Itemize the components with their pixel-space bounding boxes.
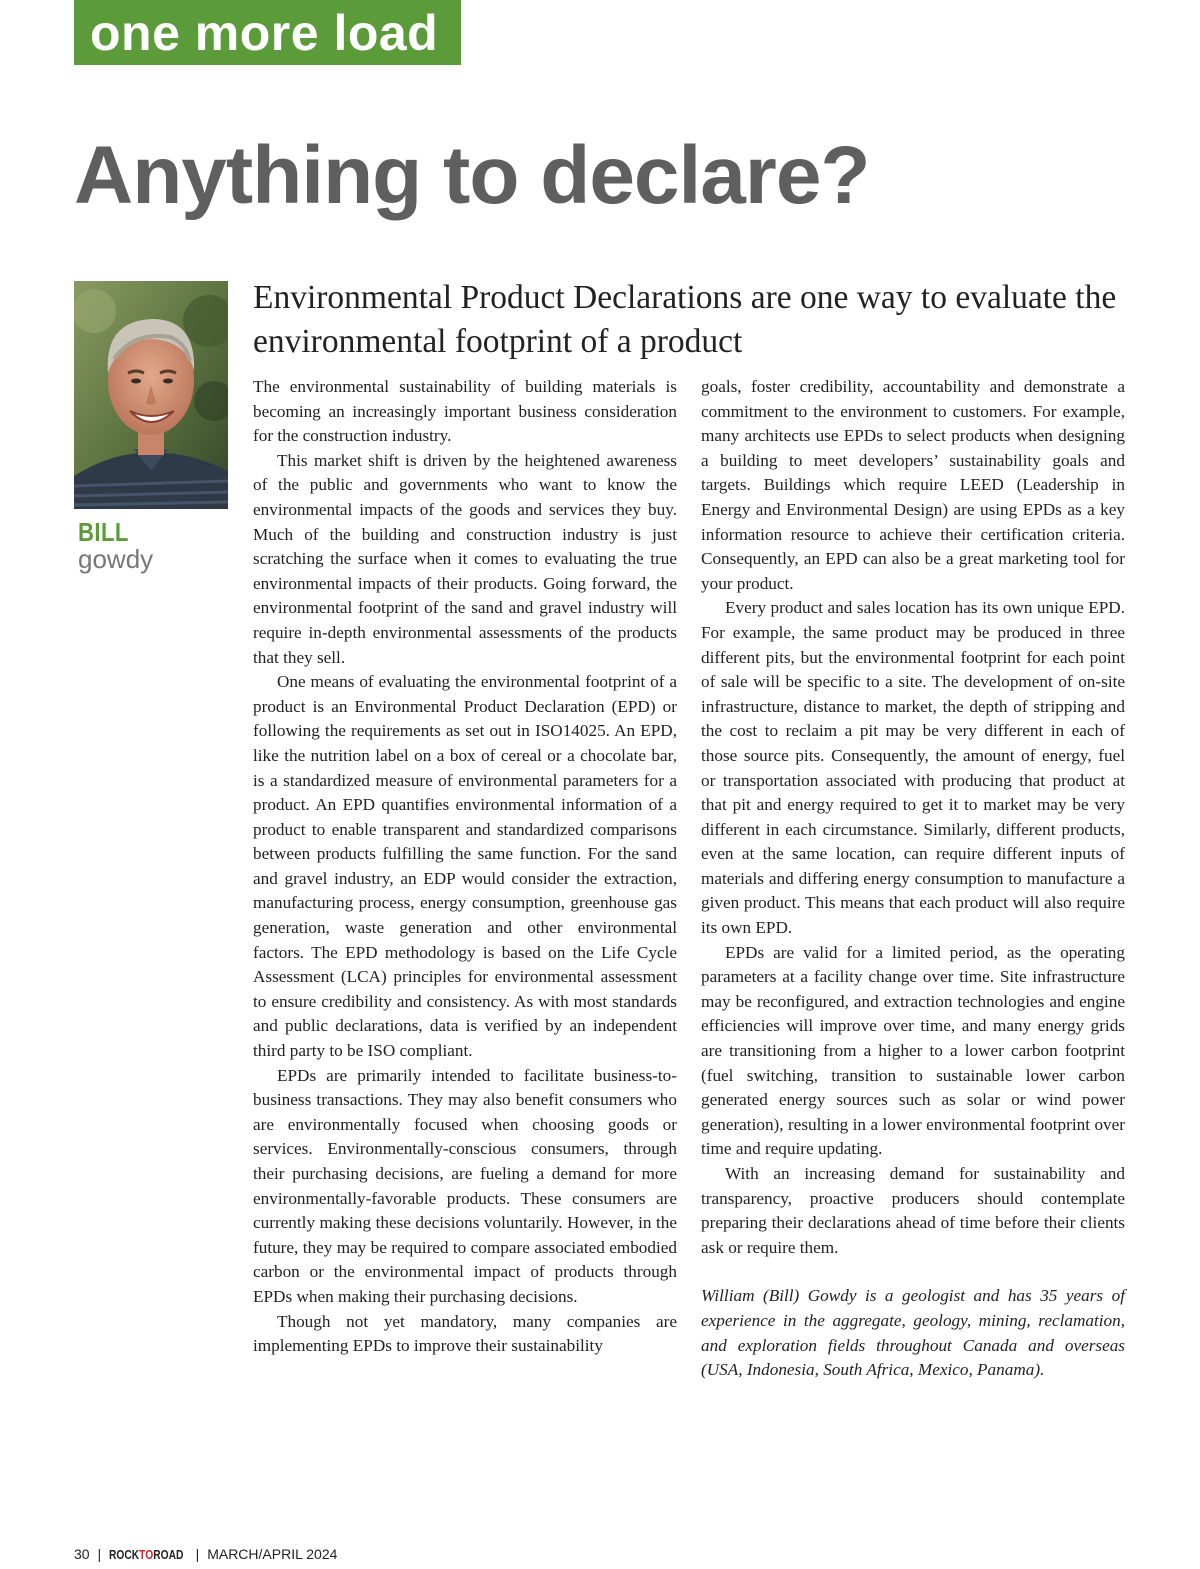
page-title: Anything to declare? — [74, 130, 870, 221]
article-column-right — [701, 375, 1125, 1383]
paragraph: One means of evaluating the environmental footprint of a product is an Environmental Product Declaration (EPD) or following the requirements as set out in ISO14025. An EPD, like the nutrition label on a box of cereal or a chocolate bar, is a standardized measure of environmental parameters for a product. An EPD quantifies environmental information of a product to enable transparent and standardized comparisons between products fulfilling the same function. For the sand and gravel industry, an EDP would consider the extraction, manufacturing process, energy consumption, greenhouse gas generation, waste generation and other environmental factors. The EPD methodology is based on the Life Cycle Assessment (LCA) principles for environmental assessment to ensure credibility and consistency. As with most standards and public declarations, data is verified by an independent third party to be ISO compliant. — [253, 672, 677, 1061]
brand-part-to: TO — [139, 1548, 154, 1562]
paragraph: With an increasing demand for sustainability and transparency, proactive producers should contemplate preparing their declarations ahead of time before their clients ask or require them. — [701, 1164, 1125, 1257]
paragraph: EPDs are valid for a limited period, as the operating parameters at a facility change over time. Site infrastructure may be reconfigured, and extraction technologies and engine efficiencies will improve over time, and many energy grids are transitioning from a higher to a lower carbon footprint (fuel switching, transition to sustainable lower carbon generated energy sources such as solar or wind power generation), resulting in a lower environmental footprint over time and require updating. — [701, 942, 1125, 1159]
paragraph: The environmental sustainability of building materials is becoming an increasingly important business consideration for the construction industry. — [253, 377, 677, 446]
author-last-name: gowdy — [78, 544, 154, 574]
footer-divider: | — [97, 1546, 102, 1562]
issue-date: MARCH/APRIL 2024 — [207, 1546, 338, 1562]
paragraph: This market shift is driven by the heightened awareness of the public and governments who want to know the environmental impacts of the goods and services they buy. Much of the building and construction industry is just scratching the surface when it comes to evaluating the true environmental impacts of their products. Going forward, the environmental footprint of the sand and gravel industry will require in-depth environmental assessments of the products that they sell. — [253, 450, 677, 667]
section-label: one more load — [74, 0, 461, 65]
page-footer — [74, 1545, 337, 1564]
author-bio: William (Bill) Gowdy is a geologist and has 35 years of experience in the aggregate, geology, mining, reclamation, and exploration fields throughout Canada and overseas (USA, Indonesia, South Africa, Mexico, Panama). — [701, 1286, 1125, 1380]
subtitle-deck: Environmental Product Declarations are one way to evaluate the environmental footprint of a product — [253, 279, 1117, 360]
article-column-left — [253, 375, 677, 1359]
author-portrait-image — [74, 281, 228, 509]
brand-part-rock: ROCK — [109, 1548, 140, 1562]
paragraph: goals, foster credibility, accountability and demonstrate a commitment to the environment to customers. For example, many architects use EPDs to select products when designing a building to meet developers’ sustainability goals and targets. Buildings which require LEED (Leadership in Energy and Environmental Design) are using EPDs as a key information resource to achieve their certification criteria. Consequently, an EPD can also be a great marketing tool for your product. — [701, 377, 1125, 593]
paragraph: EPDs are primarily intended to facilitate business-to-business transactions. They may also benefit consumers who are environmentally focused when choosing goods or services. Environmentally-conscious consumers, through their purchasing decisions, are fueling a demand for more environmentally-favorable products. These consumers are currently making these decisions voluntarily. However, in the future, they may be required to compare associated embodied carbon or the environmental impact of products through EPDs when making their purchasing decisions. — [253, 1065, 677, 1306]
brand-part-road: ROAD — [153, 1548, 184, 1562]
author-first-name: BILL — [78, 517, 129, 547]
paragraph: Though not yet mandatory, many companies are implementing EPDs to improve their sustainability — [253, 1311, 677, 1356]
page-number: 30 — [74, 1546, 90, 1562]
magazine-logo — [109, 1546, 183, 1564]
paragraph: Every product and sales location has its own unique EPD. For example, the same product may be produced in three different pits, but the environmental footprint for each point of sale will be specific to a site. The development of on-site infrastructure, distance to market, the depth of stripping and the cost to reclaim a pit may be very different in each of those source pits. Consequently, the amount of energy, fuel or transportation associated with producing that product at that pit and energy required to get it to market may be very different in each circumstance. Similarly, different products, even at the same location, can require different inputs of materials and differing energy consumption to manufacture a given product. This means that each product will also require its own EPD. — [701, 598, 1125, 938]
footer-divider: | — [195, 1546, 200, 1562]
author-photo — [74, 281, 228, 509]
